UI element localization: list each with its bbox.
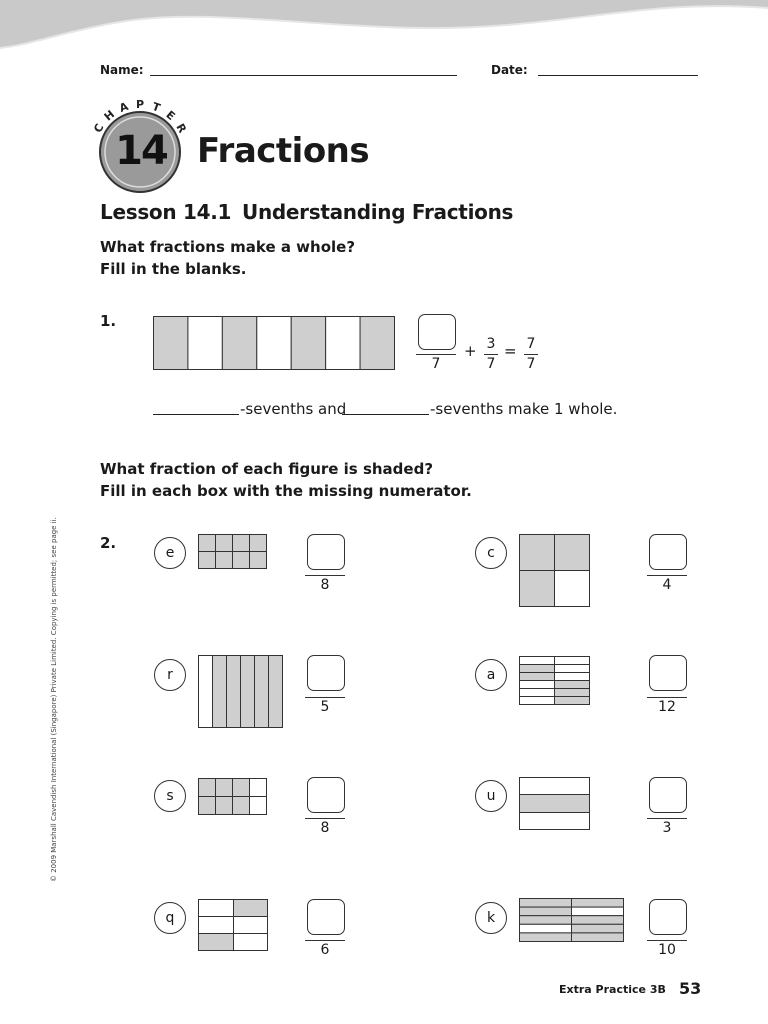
figure-r (198, 655, 284, 729)
figure-cell (520, 933, 572, 942)
sevenths-bar (153, 316, 395, 371)
figure-cell (520, 916, 572, 925)
q1-numerator-3: 7 (526, 336, 536, 352)
answer-box-r[interactable] (307, 655, 345, 691)
item-label-q: q (154, 902, 186, 934)
instruction-2-line1: What fraction of each figure is shaded? (100, 460, 434, 478)
question-1-number: 1. (100, 312, 117, 330)
q1-sentence-part2: -sevenths make 1 whole. (430, 400, 618, 418)
name-field[interactable] (150, 75, 457, 76)
fraction-bar-c (647, 575, 687, 576)
figure-cell (572, 933, 624, 942)
chapter-arc-letter: H (101, 107, 118, 124)
figure-cell (555, 689, 590, 697)
figure-cell (250, 535, 267, 552)
figure-cell (241, 656, 255, 728)
copyright-notice: © 2009 Marshall Cavendish International (Singapore) Private Limited. Copying is permitted; see page ii. (50, 517, 58, 882)
chapter-arc-letter: P (135, 98, 145, 111)
figure-cell (572, 899, 624, 908)
answer-box-u[interactable] (649, 777, 687, 813)
q1-answer-box[interactable] (418, 314, 456, 350)
top-banner (0, 0, 768, 50)
chapter-number: 14 (115, 128, 167, 174)
figure-cell (520, 689, 555, 697)
question-2-number: 2. (100, 534, 117, 552)
lesson-number: Lesson 14.1 (100, 200, 232, 224)
figure-cell (227, 656, 241, 728)
figure-cell (250, 552, 267, 569)
figure-cell (555, 657, 590, 665)
figure-cell (520, 673, 555, 681)
figure-cell (520, 907, 572, 916)
figure-cell (555, 697, 590, 705)
instruction-2 (100, 458, 472, 502)
figure-cell (199, 900, 234, 917)
instruction-1 (100, 236, 355, 280)
figure-cell (520, 571, 555, 607)
figure-q (198, 899, 268, 952)
sevenths-cell (257, 317, 291, 370)
q1-denominator-2: 7 (486, 356, 496, 372)
instruction-1-line2: Fill in the blanks. (100, 260, 247, 278)
q1-denominator-3: 7 (526, 356, 536, 372)
figure-cell (555, 571, 590, 607)
figure-cell (216, 552, 233, 569)
lesson-title: Understanding Fractions (242, 200, 514, 224)
q1-plus: + (464, 342, 477, 360)
q1-blank-1[interactable] (153, 414, 239, 415)
fraction-bar-k (647, 940, 687, 941)
figure-cell (520, 681, 555, 689)
figure-cell (216, 779, 233, 797)
figure-cell (216, 797, 233, 815)
fraction-bar-u (647, 818, 687, 819)
figure-cell (234, 900, 268, 917)
chapter-arc-letter: A (117, 99, 130, 115)
denominator-a: 12 (658, 699, 676, 715)
item-label-c: c (475, 537, 507, 569)
q1-fraction-bar-3 (524, 354, 538, 355)
q1-numerator-2: 3 (486, 336, 496, 352)
sevenths-cell (222, 317, 256, 370)
figure-cell (250, 779, 267, 797)
figure-cell (199, 656, 213, 728)
figure-cell (233, 552, 250, 569)
figure-cell (199, 535, 216, 552)
fraction-bar-r (305, 697, 345, 698)
figure-cell (520, 778, 590, 795)
item-label-r: r (154, 659, 186, 691)
chapter-title: Fractions (197, 131, 370, 171)
figure-cell (520, 697, 555, 705)
sevenths-cell (291, 317, 325, 370)
figure-cell (199, 917, 234, 934)
figure-cell (572, 907, 624, 916)
denominator-k: 10 (658, 942, 676, 958)
figure-cell (269, 656, 283, 728)
figure-cell (233, 797, 250, 815)
chapter-arc-letter: C (91, 121, 107, 135)
fraction-bar-s (305, 818, 345, 819)
figure-cell (199, 797, 216, 815)
date-field[interactable] (538, 75, 698, 76)
instruction-2-line2: Fill in each box with the missing numerator. (100, 482, 472, 500)
figure-a (519, 656, 590, 708)
q1-sentence-part1: -sevenths and (240, 400, 347, 418)
answer-box-a[interactable] (649, 655, 687, 691)
q1-fraction-bar-2 (484, 354, 498, 355)
sevenths-cell (154, 317, 188, 370)
q1-equals: = (504, 342, 517, 360)
instruction-1-line1: What fractions make a whole? (100, 238, 356, 256)
answer-box-c[interactable] (649, 534, 687, 570)
figure-cell (555, 535, 590, 571)
figure-cell (572, 916, 624, 925)
sevenths-cell (188, 317, 222, 370)
q1-blank-2[interactable] (342, 414, 429, 415)
figure-cell (555, 673, 590, 681)
figure-c (519, 534, 590, 608)
name-label: Name: (100, 63, 144, 77)
figure-cell (233, 535, 250, 552)
figure-cell (555, 681, 590, 689)
figure-u (519, 777, 590, 831)
figure-cell (199, 934, 234, 951)
item-label-a: a (475, 659, 507, 691)
denominator-q: 6 (320, 942, 330, 958)
figure-cell (520, 924, 572, 933)
chapter-arc-letter: T (150, 99, 163, 115)
figure-cell (255, 656, 269, 728)
figure-cell (234, 917, 268, 934)
denominator-e: 8 (320, 577, 330, 593)
fraction-bar-a (647, 697, 687, 698)
sevenths-cell (360, 317, 394, 370)
chapter-arc-letter: E (163, 108, 178, 124)
figure-cell (216, 535, 233, 552)
figure-cell (520, 795, 590, 813)
figure-cell (233, 779, 250, 797)
item-label-s: s (154, 780, 186, 812)
sevenths-cell (326, 317, 360, 370)
figure-cell (520, 665, 555, 673)
figure-cell (213, 656, 227, 728)
figure-cell (520, 657, 555, 665)
denominator-r: 5 (320, 699, 330, 715)
figure-cell (199, 552, 216, 569)
answer-box-e[interactable] (307, 534, 345, 570)
answer-box-q[interactable] (307, 899, 345, 935)
figure-cell (199, 779, 216, 797)
figure-cell (520, 899, 572, 908)
denominator-s: 8 (320, 820, 330, 836)
denominator-u: 3 (662, 820, 672, 836)
answer-box-s[interactable] (307, 777, 345, 813)
answer-box-k[interactable] (649, 899, 687, 935)
page-number: 53 (679, 979, 702, 998)
figure-cell (520, 535, 555, 571)
footer-book: Extra Practice 3B (559, 983, 666, 996)
item-label-e: e (154, 537, 186, 569)
q1-denominator-1: 7 (431, 356, 441, 372)
figure-cell (555, 665, 590, 673)
figure-cell (250, 797, 267, 815)
chapter-arc-letter: R (173, 121, 189, 136)
fraction-bar-e (305, 575, 345, 576)
fraction-bar-q (305, 940, 345, 941)
figure-e (198, 534, 268, 570)
denominator-c: 4 (662, 577, 672, 593)
item-label-k: k (475, 902, 507, 934)
figure-cell (520, 813, 590, 830)
q1-fraction-bar-1 (416, 354, 456, 355)
date-label: Date: (491, 63, 528, 77)
figure-s (198, 778, 268, 815)
figure-k (519, 898, 625, 943)
item-label-u: u (475, 780, 507, 812)
figure-cell (572, 924, 624, 933)
figure-cell (234, 934, 268, 951)
